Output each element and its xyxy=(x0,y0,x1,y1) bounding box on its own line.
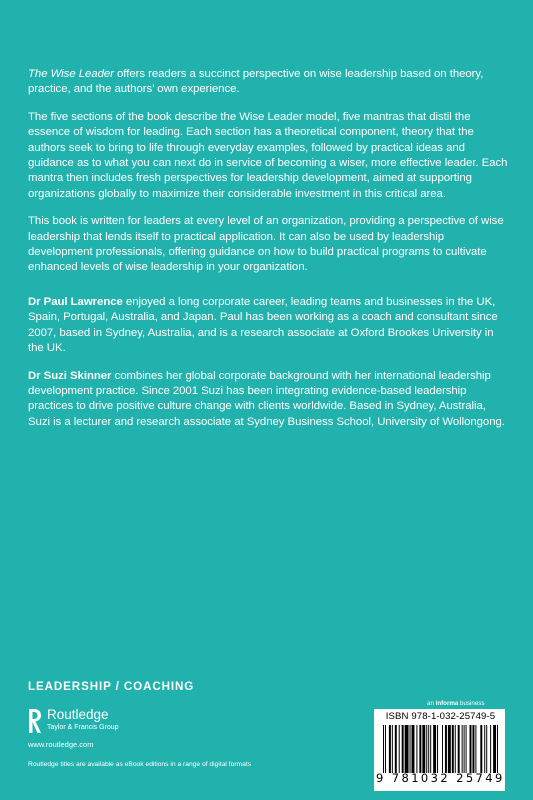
barcode-bar xyxy=(410,725,411,773)
author-bio-1 xyxy=(28,295,510,357)
barcode-bar xyxy=(430,725,431,773)
barcode-bar xyxy=(402,725,404,773)
barcode-bar xyxy=(395,725,397,773)
description-p1-text: offers readers a succinct perspective on wise leadership based on theory, practice, and the authors’ own experience. xyxy=(28,68,484,96)
barcode-bar xyxy=(452,725,454,773)
back-cover-text xyxy=(28,67,510,430)
barcode-bar xyxy=(416,725,417,773)
barcode-bar xyxy=(405,725,409,773)
barcode-bar xyxy=(389,725,391,773)
author-bio-2 xyxy=(28,369,510,431)
barcode-bar xyxy=(480,725,482,773)
barcode-bar xyxy=(392,725,393,773)
ebook-note: Routledge titles are available as eBook editions in a range of digital formats xyxy=(28,761,252,768)
barcode-bar xyxy=(462,725,463,773)
barcode-bar xyxy=(385,725,386,773)
subject-category: LEADERSHIP / COACHING xyxy=(28,680,195,693)
author-name-1: Dr Paul Lawrence xyxy=(28,295,123,308)
isbn-label: ISBN 978-1-032-25749-5 xyxy=(385,711,496,722)
author-bio-text-2: combines her global corporate background with her international leadership development practice. Since 2001 Suzi has been integrating evidence-based leadership practices to drive positive culture change with clients worldwide. Based in Sydney, Australia, Suzi is a lecturer and research associate at Sydney Business School, University of Wollongong. xyxy=(28,369,505,428)
informa-business-label xyxy=(427,700,484,707)
barcode-digits: 9 781032 25749 xyxy=(376,771,505,785)
barcode-bar xyxy=(412,725,415,773)
barcode-bar xyxy=(458,725,460,773)
barcode-bar xyxy=(442,725,443,773)
barcode-bar xyxy=(433,725,436,773)
barcode-bar xyxy=(470,725,472,773)
isbn-barcode xyxy=(374,709,505,791)
author-bio-text-1: enjoyed a long corporate career, leading teams and businesses in the UK, Spain, Portugal, Australia, and Japan. Paul has been working as a coach and consultant since 2007, based in Sydney, Australia, and is a research associate at Oxford Brookes University in the UK. xyxy=(28,295,498,355)
barcode-bar xyxy=(466,725,467,773)
book-title-italic: The Wise Leader xyxy=(28,68,114,80)
barcode-bar xyxy=(490,725,491,773)
barcode-bars xyxy=(383,725,499,773)
barcode-bar xyxy=(484,725,485,773)
publisher-logo xyxy=(28,708,119,734)
barcode-bar xyxy=(455,725,456,773)
description-paragraph-1 xyxy=(28,67,510,98)
publisher-group: Taylor & Francis Group xyxy=(47,724,119,731)
barcode-bar xyxy=(422,725,425,773)
barcode-bar xyxy=(428,725,429,773)
informa-suffix: business xyxy=(458,700,485,707)
barcode-bar xyxy=(475,725,476,773)
publisher-name: Routledge xyxy=(47,707,109,722)
publisher-logo-text xyxy=(47,708,119,732)
informa-word: informa xyxy=(435,700,459,707)
barcode-bar xyxy=(497,725,498,773)
barcode-bar xyxy=(464,725,465,773)
barcode-bar xyxy=(493,725,496,773)
author-name-2: Dr Suzi Skinner xyxy=(28,369,112,382)
barcode-bar xyxy=(445,725,447,773)
barcode-bar xyxy=(448,725,451,773)
barcode-bar xyxy=(472,725,474,773)
barcode-bar xyxy=(399,725,400,773)
barcode-bar xyxy=(383,725,384,773)
barcode-bar xyxy=(419,725,421,773)
barcode-bar xyxy=(486,725,487,773)
informa-prefix: an xyxy=(427,700,436,707)
routledge-r-logo-icon xyxy=(28,708,42,734)
description-paragraph-3: This book is written for leaders at every level of an organization, providing a perspective of wise leadership that lends itself to practical application. It can also be used by leadership development professionals, offering guidance on how to build practical programs to cultivate enhanced levels of wise leadership in your organization. xyxy=(28,215,504,274)
description-paragraph-2: The five sections of the book describe the Wise Leader model, five mantras that distil the essence of wisdom for leading. Each section has a theoretical component, theory that the authors seek to bring to life through everyday examples, followed by practical ideas and guidance as to what you can next do in service of becoming a wiser, more effective leader. Each mantra then includes fresh perspectives for leadership development, aimed at supporting organizations globally to maximize their considerable investment in this critical area. xyxy=(28,110,508,200)
barcode-bar xyxy=(426,725,427,773)
publisher-website: www.routledge.com xyxy=(28,740,94,749)
barcode-bar xyxy=(437,725,438,773)
